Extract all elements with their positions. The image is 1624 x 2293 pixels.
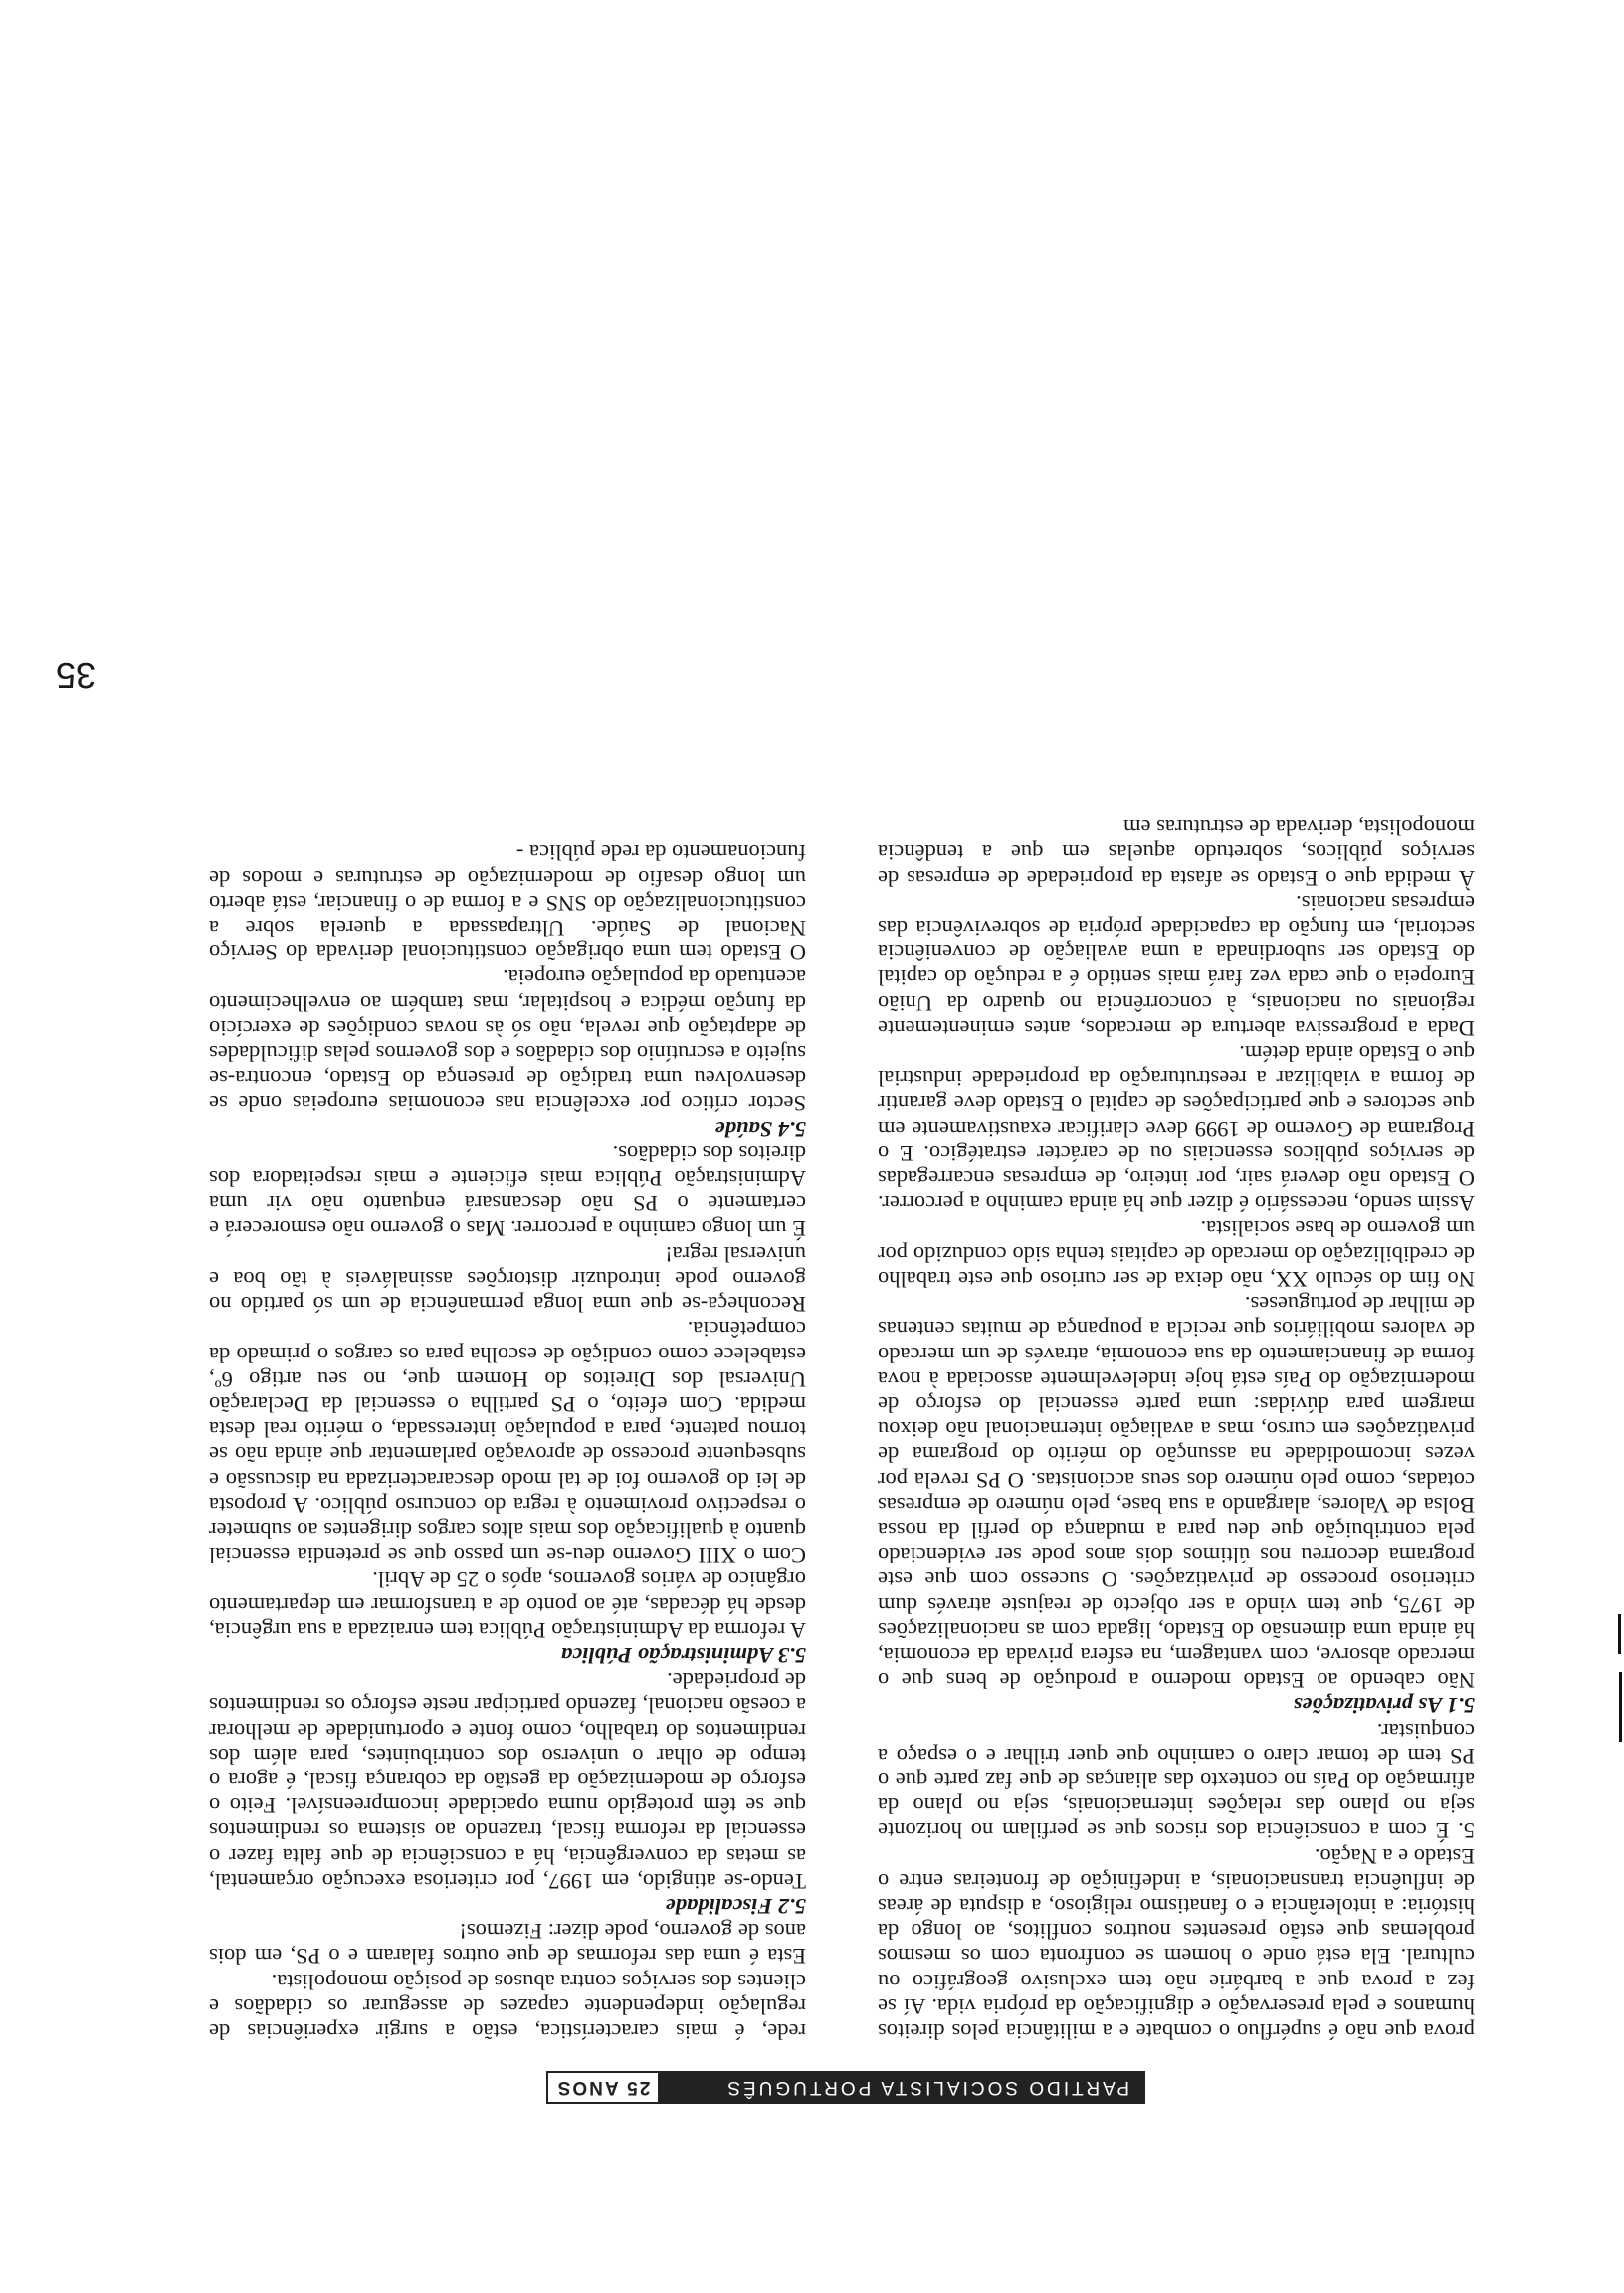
section-heading: 5.1 As privatizações	[1293, 1693, 1475, 1719]
paragraph: No fim do século XX, não deixa de ser curioso que este trabalho de credibilização do mercado de capitais tenha sido conduzido por um governo de base socialista.	[878, 1216, 1475, 1292]
paragraph: prova que não é supérfluo o combate e a militância pelos direitos humanos e pela preservação e dignificação da própria vida. Aí se fez a prova que a barbárie não tem exclusivo geográfico ou cultural. Ela está onde o homem se confronta com os mesmos problemas que estão presentes noutros conflitos, ao longo da história: a intolerância e o fanatismo religioso, a disputa de áreas de influência transnacionais, a indefinição de fronteiras entre o Estado e a Nação.	[878, 1843, 1475, 2044]
paragraph: Assim sendo, necessário é dizer que há ainda caminho a percorrer. O Estado não deverá sair, por inteiro, de empresas encarregadas de serviços públicos essenciais ou de carácter estratégico. E o Programa de Governo de 1999 deve clarificar exaustivamente em que sectores e que participações de capital o Estado deve garantir de forma a viabilizar a reestruturação da propriedade industrial que o Estado ainda detém.	[878, 1041, 1475, 1217]
paragraph: Tendo-se atingido, em 1997, por criteriosa execução orçamental, as metas da convergência, há a consciência de que falta fazer o essencial da reforma fiscal, trazendo ao sistema os rendimentos que se têm protegido numa opacidade incompreensível. Feito o esforço de modernização da gestão da cobrança fiscal, é agora o tempo de olhar o universo dos contribuintes, para além dos rendimentos do trabalho, como fonte e oportunidade de melhorar a coesão nacional, fazendo participar neste esforço os rendimentos de propriedade.	[209, 1668, 806, 1894]
scan-mark	[1619, 1672, 1622, 1742]
paragraph: Com o XIII Governo deu-se um passo que se pretendia essencial quanto à qualificação dos mais altos cargos dirigentes ao submeter o respectivo provimento à regra do concurso público. A proposta de lei do governo foi de tal modo descaracterizada na discussão e subsequente processo de aprovação parlamentar que ainda não se tornou patente, para a população interessada, o mérito real desta medida. Com efeito, o PS partilha o essencial da Declaração Universal dos Direitos do Homem que, no seu artigo 6º, estabelece como condição de escolha para os cargos o primado da competência.	[209, 1317, 806, 1568]
section-heading: 5.4 Saúde	[714, 1116, 806, 1142]
paragraph: Reconheça-se que uma longa permanência de um só partido no governo pode introduzir distorções assinaláveis à tão boa e universal regra!	[209, 1241, 806, 1318]
paragraph: 5. É com a consciência dos riscos que se perfilam no horizonte seja no plano das relações internacionais, seja no plano da afirmação do País no contexto das alianças de que faz parte que o PS tem de tomar claro o caminho que quer trilhar e o espaço a conquistar.	[878, 1718, 1475, 1844]
paragraph: Não cabendo ao Estado moderno a produção de bens que o mercado absorve, com vantagem, na esfera privada da economia, há ainda uma dimensão do Estado, ligada com as nacionalizações de 1975, que tem vindo a ser objecto de reajuste através dum criterioso processo de privatizações. O sucesso com que este programa decorreu nos últimos dois anos pode ser evidenciado pela contribuição que deu para a mudança do perfil da nossa Bolsa de Valores, alargando a sua base, pelo número de empresas cotadas, como pelo número dos seus accionistas. O PS revela por vezes incomodidade na assunção do mérito do programa de privatizações em curso, mas a avaliação internacional não deixou margem para dúvidas: uma parte essencial do esforço de modernização do País está hoje indelevelmente associada à nova forma de financiamento da sua economia, através de um mercado de valores mobiliários que recicla a poupança de muitas centenas de milhar de portugueses.	[878, 1292, 1475, 1694]
right-column	[209, 840, 806, 2044]
paragraph: Sector crítico por excelência nas economias europeias onde se desenvolveu uma tradição de presença do Estado, encontra-se sujeito a escrutínio dos cidadãos e dos governos pelas dificuldades de adaptação que revela, não só às novas condições de exercício da função médica e hospitalar, mas também ao envelhecimento acentuado da população europeia.	[209, 965, 806, 1117]
paragraph: O Estado tem uma obrigação constitucional derivada do Serviço Nacional de Saúde. Ultrapassada a querela sobre a constitucionalização do SNS e a forma de o financiar, está aberto um longo desafio de modernização de estruturas e modos de funcionamento da rede pública -	[209, 840, 806, 966]
header-party-name: PARTIDO SOCIALISTA PORTUGUÊS	[658, 2073, 1143, 2102]
section-heading: 5.2 Fiscalidade	[665, 1893, 806, 1919]
paragraph: Dada a progressiva abertura de mercados, antes eminentemente regionais ou nacionais, à concorrência no quadro da União Europeia o que cada vez fará mais sentido é a redução do capital do Estado ser subordinada a uma avaliação de conveniência sectorial, em função da capacidade própria de sobrevivência das empresas nacionais.	[878, 890, 1475, 1041]
header-anniversary: 25 ANOS	[548, 2073, 658, 2102]
paragraph: A reforma da Administração Pública tem enraizada a sua urgência, desde há décadas, até ao ponto de a transformar em departamento orgânico de vários governos, após o 25 de Abril.	[209, 1567, 806, 1643]
paragraph: É um longo caminho a percorrer. Mas o governo não esmorecerá e certamente o PS não descansará enquanto não vir uma Administração Pública mais eficiente e mais respeitadora dos direitos dos cidadãos.	[209, 1141, 806, 1242]
left-column	[878, 815, 1475, 2044]
scan-mark	[1618, 1614, 1621, 1654]
page-number: 35	[55, 655, 96, 696]
paragraph: Esta é uma das reformas de que outros falaram e o PS, em dois anos de governo, pode dizer: Fizemos!	[209, 1919, 806, 1970]
paragraph: À medida que o Estado se afasta da propriedade de empresas de serviços públicos, sobretudo aquelas em que a tendência monopolista, derivada de estruturas em	[878, 815, 1475, 891]
paragraph: rede, é mais característica, estão a surgir experiências de regulação independente capazes de assegurar os cidadãos e clientes dos serviços contra abusos de posição monopolista.	[209, 1969, 806, 2044]
section-heading: 5.3 Administração Pública	[560, 1642, 806, 1668]
running-header	[546, 2071, 1145, 2104]
